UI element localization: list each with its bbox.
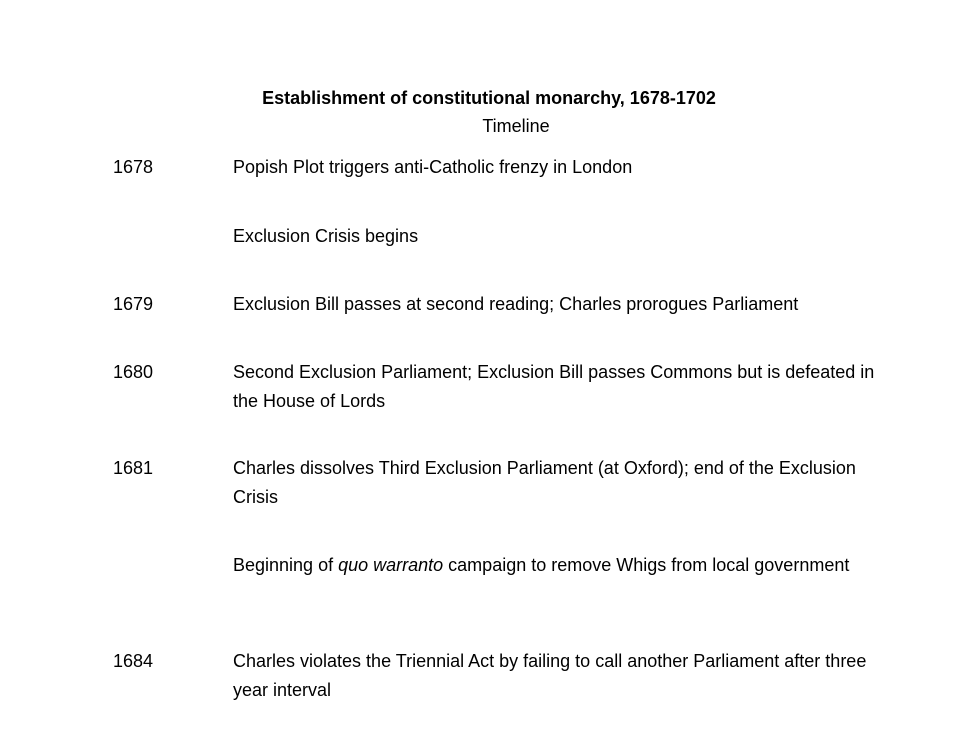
timeline-description: Charles dissolves Third Exclusion Parliament (at Oxford); end of the Exclusion Crisis	[233, 458, 856, 507]
description-italic-term: quo warranto	[338, 555, 444, 575]
timeline-description: Second Exclusion Parliament; Exclusion Bill passes Commons but is defeated in the House of Lords	[233, 362, 875, 411]
timeline-year: 1680	[113, 362, 154, 382]
description-text-after: campaign to remove Whigs from local government	[443, 555, 850, 575]
document-subtitle: Timeline	[482, 116, 550, 136]
timeline-description: Exclusion Crisis begins	[233, 226, 419, 246]
document-title: Establishment of constitutional monarchy, 1678-1702	[262, 88, 716, 108]
timeline-description: Popish Plot triggers anti-Catholic frenzy in London	[233, 157, 633, 177]
timeline-description	[233, 551, 893, 580]
timeline-year: 1684	[113, 651, 154, 671]
timeline-description: Exclusion Bill passes at second reading; Charles prorogues Parliament	[233, 294, 799, 314]
timeline-year: 1679	[113, 294, 154, 314]
description-text-before: Beginning of	[233, 555, 339, 575]
timeline-description: Charles violates the Triennial Act by failing to call another Parliament after three year interval	[233, 651, 867, 700]
timeline-year: 1681	[113, 458, 154, 478]
timeline-year: 1678	[113, 157, 154, 177]
